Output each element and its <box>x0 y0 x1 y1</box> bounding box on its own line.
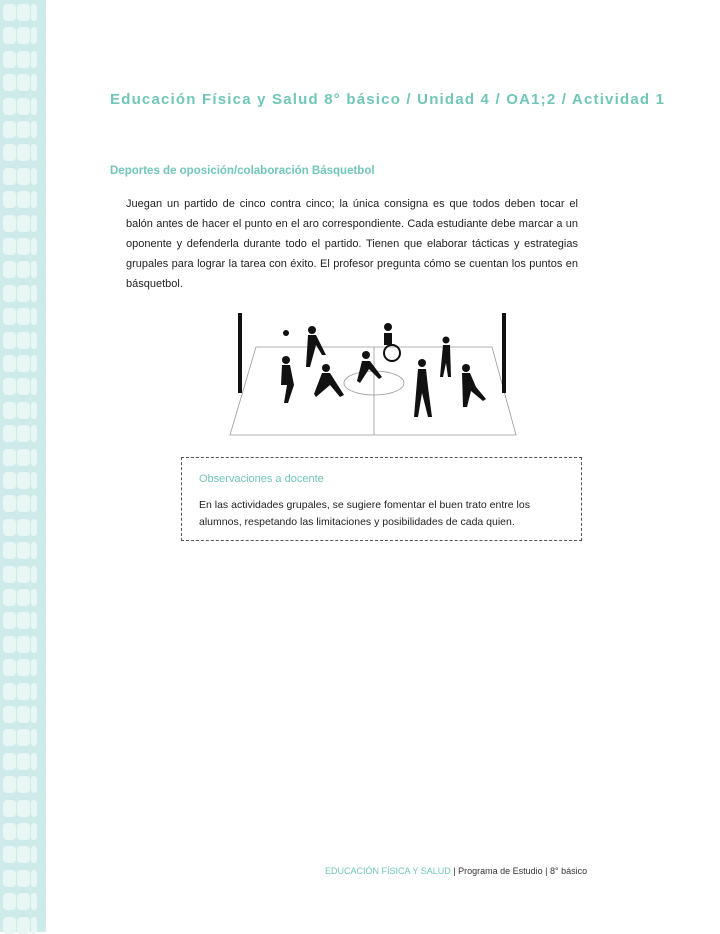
strip-cell <box>3 823 16 840</box>
observations-text: En las actividades grupales, se sugiere fomentar el buen trato entre los alumnos, respetando las limitaciones y posibilidades de cada quien. <box>199 499 530 528</box>
strip-cell <box>3 4 16 21</box>
strip-cell <box>17 893 30 910</box>
strip-cell <box>17 51 30 68</box>
strip-cell <box>31 729 37 746</box>
strip-cell <box>31 285 37 302</box>
strip-cell <box>3 51 16 68</box>
strip-cell <box>3 753 16 770</box>
strip-cell <box>3 542 16 559</box>
strip-cell <box>31 191 37 208</box>
strip-cell <box>3 378 16 395</box>
strip-cell <box>3 191 16 208</box>
strip-cell <box>3 74 16 91</box>
strip-cell <box>3 495 16 512</box>
strip-cell <box>17 683 30 700</box>
strip-cell <box>31 238 37 255</box>
strip-cell <box>17 261 30 278</box>
footer-brand: EDUCACIÓN FÍSICA Y SALUD <box>325 866 451 876</box>
strip-cell <box>17 332 30 349</box>
page-title: Educación Física y Salud 8° básico / Unidad 4 / OA1;2 / Actividad 1 <box>110 91 666 108</box>
strip-cell <box>31 753 37 770</box>
strip-cell <box>17 308 30 325</box>
strip-cell <box>31 121 37 138</box>
section-subtitle: Deportes de oposición/colaboración Básquetbol <box>110 165 375 177</box>
strip-cell <box>17 706 30 723</box>
strip-cell <box>17 378 30 395</box>
strip-cell <box>17 519 30 536</box>
strip-cell <box>17 98 30 115</box>
strip-cell <box>17 870 30 887</box>
strip-cell <box>31 566 37 583</box>
strip-cell <box>31 449 37 466</box>
strip-cell <box>3 729 16 746</box>
strip-cell <box>3 215 16 232</box>
strip-cell <box>31 870 37 887</box>
strip-cell <box>3 683 16 700</box>
strip-cell <box>3 566 16 583</box>
strip-cell <box>31 27 37 44</box>
strip-cell <box>31 378 37 395</box>
strip-cell <box>17 238 30 255</box>
strip-cell <box>17 800 30 817</box>
strip-cell <box>17 753 30 770</box>
strip-cell <box>31 683 37 700</box>
strip-cell <box>3 144 16 161</box>
strip-cell <box>17 144 30 161</box>
strip-cell <box>31 51 37 68</box>
strip-cell <box>3 846 16 863</box>
strip-cell <box>31 893 37 910</box>
strip-cell <box>31 261 37 278</box>
strip-cell <box>3 589 16 606</box>
strip-cell <box>17 74 30 91</box>
strip-cell <box>3 332 16 349</box>
strip-cell <box>31 776 37 793</box>
teacher-observations-box <box>181 457 582 541</box>
strip-cell <box>31 542 37 559</box>
strip-cell <box>17 495 30 512</box>
strip-cell <box>3 98 16 115</box>
strip-cell <box>31 215 37 232</box>
player-silhouette <box>281 356 294 403</box>
strip-cell <box>31 98 37 115</box>
strip-cell <box>17 191 30 208</box>
strip-cell <box>17 917 30 934</box>
strip-cell <box>31 659 37 676</box>
strip-cell <box>17 566 30 583</box>
strip-cell <box>31 823 37 840</box>
strip-cell <box>3 355 16 372</box>
strip-cell <box>17 846 30 863</box>
strip-cell <box>17 121 30 138</box>
strip-cell <box>31 308 37 325</box>
strip-cell <box>3 402 16 419</box>
activity-description: Juegan un partido de cinco contra cinco; la única consigna es que todos deben tocar el balón antes de hacer el punto en el aro correspondiente. Cada estudiante debe marcar a un oponente y defenderla durante todo el partido. Tienen que elaborar tácticas y estrategias grupales para lograr la tarea con éxito. El profesor pregunta cómo se cuentan los puntos en básquetbol. <box>126 198 578 290</box>
strip-cell <box>31 612 37 629</box>
strip-cell <box>3 706 16 723</box>
strip-cell <box>3 893 16 910</box>
strip-cell <box>17 215 30 232</box>
strip-cell <box>17 449 30 466</box>
strip-cell <box>31 332 37 349</box>
strip-cell <box>3 308 16 325</box>
strip-cell <box>17 823 30 840</box>
strip-cell <box>17 402 30 419</box>
strip-cell <box>3 870 16 887</box>
strip-cell <box>31 4 37 21</box>
basketball-court-illustration <box>226 305 522 440</box>
strip-cell <box>17 168 30 185</box>
strip-cell <box>3 27 16 44</box>
observations-heading: Observaciones a docente <box>199 473 324 485</box>
strip-cell <box>31 846 37 863</box>
strip-cell <box>17 285 30 302</box>
strip-cell <box>17 27 30 44</box>
strip-cell <box>3 238 16 255</box>
strip-cell <box>31 74 37 91</box>
strip-cell <box>31 706 37 723</box>
strip-cell <box>31 917 37 934</box>
strip-cell <box>3 168 16 185</box>
strip-cell <box>17 612 30 629</box>
strip-cell <box>17 659 30 676</box>
strip-cell <box>17 636 30 653</box>
strip-cell <box>17 425 30 442</box>
footer-grade: | 8° básico <box>545 866 588 876</box>
strip-cell <box>3 519 16 536</box>
page-footer <box>325 866 587 876</box>
strip-cell <box>17 589 30 606</box>
strip-cell <box>3 449 16 466</box>
strip-cell <box>31 472 37 489</box>
strip-cell <box>17 729 30 746</box>
strip-cell <box>17 4 30 21</box>
strip-cell <box>31 168 37 185</box>
decorative-sidebar-strip <box>0 0 46 932</box>
strip-cell <box>17 472 30 489</box>
strip-cell <box>31 495 37 512</box>
strip-cell <box>3 261 16 278</box>
strip-cell <box>31 144 37 161</box>
strip-cell <box>3 800 16 817</box>
strip-cell <box>3 472 16 489</box>
strip-cell <box>17 776 30 793</box>
strip-cell <box>3 425 16 442</box>
strip-cell <box>31 425 37 442</box>
strip-cell <box>31 402 37 419</box>
strip-cell <box>3 612 16 629</box>
strip-cell <box>3 659 16 676</box>
strip-cell <box>31 589 37 606</box>
strip-cell <box>31 636 37 653</box>
strip-cell <box>31 355 37 372</box>
strip-cell <box>3 285 16 302</box>
strip-cell <box>31 800 37 817</box>
strip-cell <box>3 917 16 934</box>
strip-cell <box>3 636 16 653</box>
strip-cell <box>17 355 30 372</box>
strip-cell <box>31 519 37 536</box>
footer-separator: | <box>453 866 456 876</box>
strip-cell <box>3 776 16 793</box>
footer-program: Programa de Estudio <box>458 866 543 876</box>
strip-cell <box>3 121 16 138</box>
strip-cell <box>17 542 30 559</box>
